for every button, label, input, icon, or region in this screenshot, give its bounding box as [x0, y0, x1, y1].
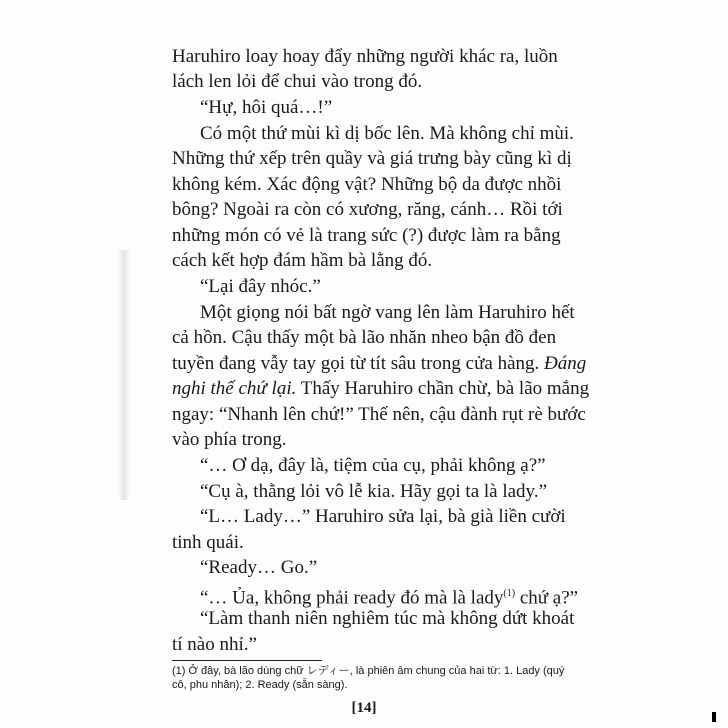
footnote-line: cô, phu nhân); 2. Ready (sẵn sàng).	[172, 679, 348, 691]
text-line: “Ready… Go.”	[200, 557, 318, 578]
text-line: “Hự, hôi quá…!”	[200, 97, 333, 118]
text-line: cả hồn. Cậu thấy một bà lão nhăn nheo bận đồ đen	[172, 327, 557, 348]
text-line: vào phía trong.	[172, 429, 287, 450]
text-span: tuyền đang vẫy tay gọi từ tít sâu trong cửa hàng.	[172, 353, 540, 374]
text-line: Có một thứ mùi kì dị bốc lên. Mà không chỉ mùi.	[200, 123, 574, 144]
text-line: “Làm thanh niên nghiêm túc mà không dứt khoát	[200, 608, 575, 629]
text-line: “L… Lady…” Haruhiro sửa lại, bà già liền cười	[200, 506, 566, 527]
text-line: Haruhiro loay hoay đẩy những người khác ra, luồn	[172, 46, 558, 67]
corner-mark	[712, 712, 716, 722]
text-line: “Cụ à, thằng lỏi vô lễ kia. Hãy gọi ta là lady.”	[200, 481, 548, 502]
italic-text: nghi thế chứ lại.	[172, 378, 297, 399]
footnote-rule	[172, 660, 322, 661]
text-span: chứ ạ?”	[515, 587, 579, 609]
text-span: Thấy Haruhiro chần chừ, bà lão mắng	[296, 378, 590, 399]
text-line: ngay: “Nhanh lên chứ!” Thế nên, cậu đành rụt rè bước	[172, 404, 586, 425]
text-line: không kém. Xác động vật? Những bộ da được nhồi	[172, 174, 562, 195]
footnote-line: (1) Ở đây, bà lão dùng chữ レディー, là phiên âm chung của hai từ: 1. Lady (quý	[172, 665, 565, 677]
text-line: những món có vẻ là trang sức (?) được làm ra bằng	[172, 225, 561, 246]
text-line: tinh quái.	[172, 532, 244, 553]
text-line: “Lại đây nhóc.”	[200, 276, 321, 297]
text-line: bông? Ngoài ra còn có xương, răng, cánh… Rồi tới	[172, 199, 563, 220]
text-line	[172, 352, 586, 376]
text-line: Những thứ xếp trên quầy và giá trưng bày cũng kì dị	[172, 148, 572, 169]
footnote-marker: (1)	[503, 588, 516, 599]
page-binding-shadow	[118, 250, 130, 500]
text-line	[172, 377, 589, 401]
italic-text: Đáng	[544, 353, 587, 374]
text-line: Một giọng nói bất ngờ vang lên làm Haruhiro hết	[200, 302, 575, 323]
text-span: “… Ủa, không phải ready đó mà là lady	[200, 587, 504, 609]
text-line: cách kết hợp đám hầm bà lằng đó.	[172, 250, 433, 271]
text-line: “… Ơ dạ, đây là, tiệm của cụ, phải không ạ?”	[200, 455, 546, 476]
text-line: lách len lỏi để chui vào trong đó.	[172, 71, 423, 92]
text-line: tí nào nhỉ.”	[172, 634, 257, 655]
page-number: [14]	[351, 700, 377, 716]
